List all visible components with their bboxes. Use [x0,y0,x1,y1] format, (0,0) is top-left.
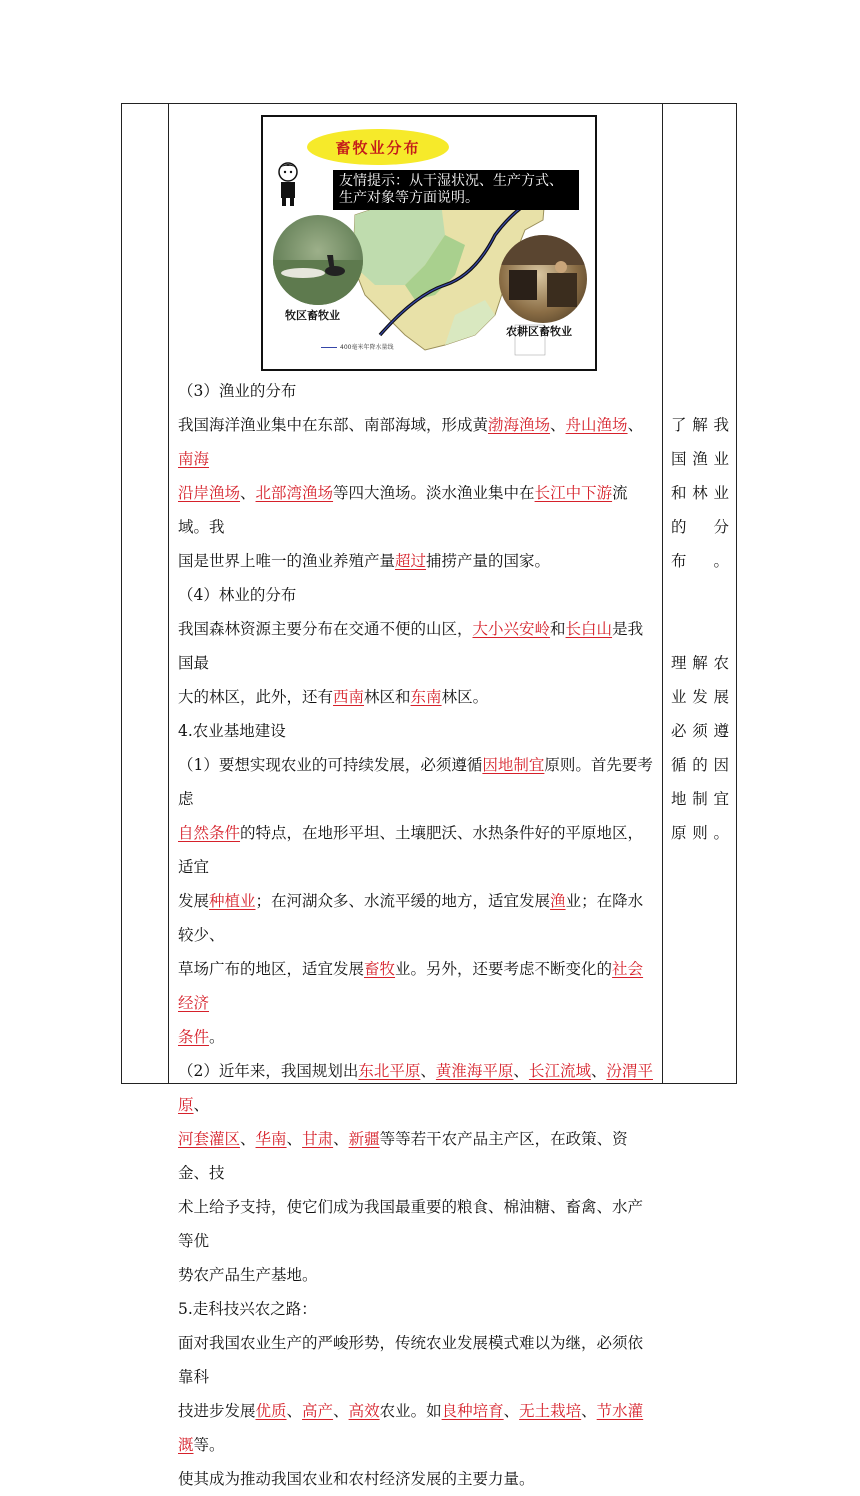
goal-line: 必 须 遵 [671,722,729,740]
highlight-term: 种植业 [209,892,256,910]
highlight-term: 长江中下游 [534,484,613,502]
text-line: 自然条件的特点，在地形平坦、土壤肥沃、水热条件好的平原地区，适宜 [178,824,644,876]
text-line: 河套灌区、华南、甘肃、新疆等等若干农产品主产区，在政策、资金、技 [178,1130,628,1182]
highlight-term: 自然条件 [178,824,241,842]
highlight-term: 高产 [302,1402,334,1420]
legend-line-icon [321,347,337,348]
forest-heading: （4）林业的分布 [178,586,297,604]
highlight-term: 东南 [410,688,442,706]
goal-line: 了 解 我 [671,416,729,434]
highlight-term: 西南 [333,688,365,706]
text-line: 势农产品生产基地。 [178,1266,318,1284]
highlight-term: 北部湾渔场 [255,484,334,502]
text-line: 技进步发展优质、高产、高效农业。如良种培育、无土栽培、节水灌溉等。 [178,1402,644,1454]
pasture-photo [273,215,363,305]
column-divider [168,104,169,1083]
legend-text: 400毫米年降水量线 [340,344,394,351]
highlight-term: 畜牧 [364,960,396,978]
highlight-term: 条件 [178,1028,210,1046]
farming-label: 农耕区畜牧业 [506,325,572,338]
highlight-term: 长白山 [565,620,613,638]
text-line: 我国森林资源主要分布在交通不便的山区，大小兴安岭和长白山是我国最 [178,620,644,672]
highlight-term: 东北平原 [358,1062,421,1080]
text-line: （2）近年来，我国规划出东北平原、黄淮海平原、长江流域、汾渭平原、 [178,1062,653,1114]
fishery-heading: （3）渔业的分布 [178,382,297,400]
highlight-term: 良种培育 [441,1402,504,1420]
goal-line: 理 解 农 [671,654,729,672]
highlight-term: 汾渭平原 [178,1062,653,1114]
highlight-term: 长江流域 [528,1062,591,1080]
goal-line: 的分布。 [671,518,729,570]
highlight-term: 南海 [178,450,210,468]
text-line: 发展种植业；在河湖众多、水流平缓的地方，适宜发展渔业；在降水较少、 [178,892,644,944]
text-line: 大的林区，此外，还有西南林区和东南林区。 [178,688,489,706]
highlight-term: 渔 [550,892,566,910]
text-line: 条件。 [178,1028,225,1046]
tech-heading: 5.走科技兴农之路： [178,1300,317,1318]
text-line: 沿岸渔场、北部湾渔场等四大渔场。淡水渔业集中在长江中下游流域。我 [178,484,628,536]
pasture-label: 牧区畜牧业 [285,309,340,322]
goal-line: 和 林 业 [671,484,729,502]
fishery-section [178,374,658,1496]
highlight-term: 高效 [348,1402,380,1420]
text-line: 术上给予支持，使它们成为我国最重要的粮食、棉油糖、畜禽、水产等优 [178,1198,644,1250]
cartoon-person-icon [273,161,303,207]
text-line: 草场广布的地区，适宜发展畜牧业。另外，还要考虑不断变化的社会经济 [178,960,644,1012]
barn-photo [499,235,587,323]
goal-line: 原则。 [671,824,729,842]
highlight-term: 优质 [255,1402,287,1420]
highlight-term: 河套灌区 [178,1130,241,1148]
text-line: 我国海洋渔业集中在东部、南部海域，形成黄渤海渔场、舟山渔场、南海 [178,416,644,468]
highlight-term: 大小兴安岭 [472,620,551,638]
highlight-term: 渤海渔场 [488,416,551,434]
figure-hint: 友情提示：从干湿状况、生产方式、生产对象等方面说明。 [333,170,579,210]
highlight-term: 黄淮海平原 [435,1062,514,1080]
highlight-term: 沿岸渔场 [178,484,241,502]
goal-line: 循 的 因 [671,756,729,774]
text-line: （1）要想实现农业的可持续发展，必须遵循因地制宜原则。首先要考虑 [178,756,653,808]
text-line: 国是世界上唯一的渔业养殖产量超过捕捞产量的国家。 [178,552,551,570]
figure-title: 畜牧业分布 [309,131,447,163]
goal-line: 国 渔 业 [671,450,729,468]
text-line: 使其成为推动我国农业和农村经济发展的主要力量。 [178,1470,535,1488]
base-heading: 4.农业基地建设 [178,722,286,740]
learning-goal-fishery [671,408,729,578]
highlight-term: 无土栽培 [519,1402,582,1420]
text-line: 面对我国农业生产的严峻形势，传统农业发展模式难以为继，必须依靠科 [178,1334,644,1386]
highlight-term: 因地制宜 [482,756,545,774]
highlight-term: 超过 [395,552,427,570]
livestock-distribution-figure [261,115,597,371]
highlight-term: 舟山渔场 [565,416,628,434]
highlight-term: 甘肃 [302,1130,334,1148]
map-legend [321,342,393,351]
highlight-term: 新疆 [348,1130,380,1148]
goal-line: 业 发 展 [671,688,729,706]
goal-line: 地 制 宜 [671,790,729,808]
column-divider [662,104,663,1083]
highlight-term: 华南 [255,1130,287,1148]
highlight-term: 节水灌溉 [178,1402,644,1454]
highlight-term: 社会经济 [178,960,644,1012]
learning-goal-agriculture [671,646,729,850]
